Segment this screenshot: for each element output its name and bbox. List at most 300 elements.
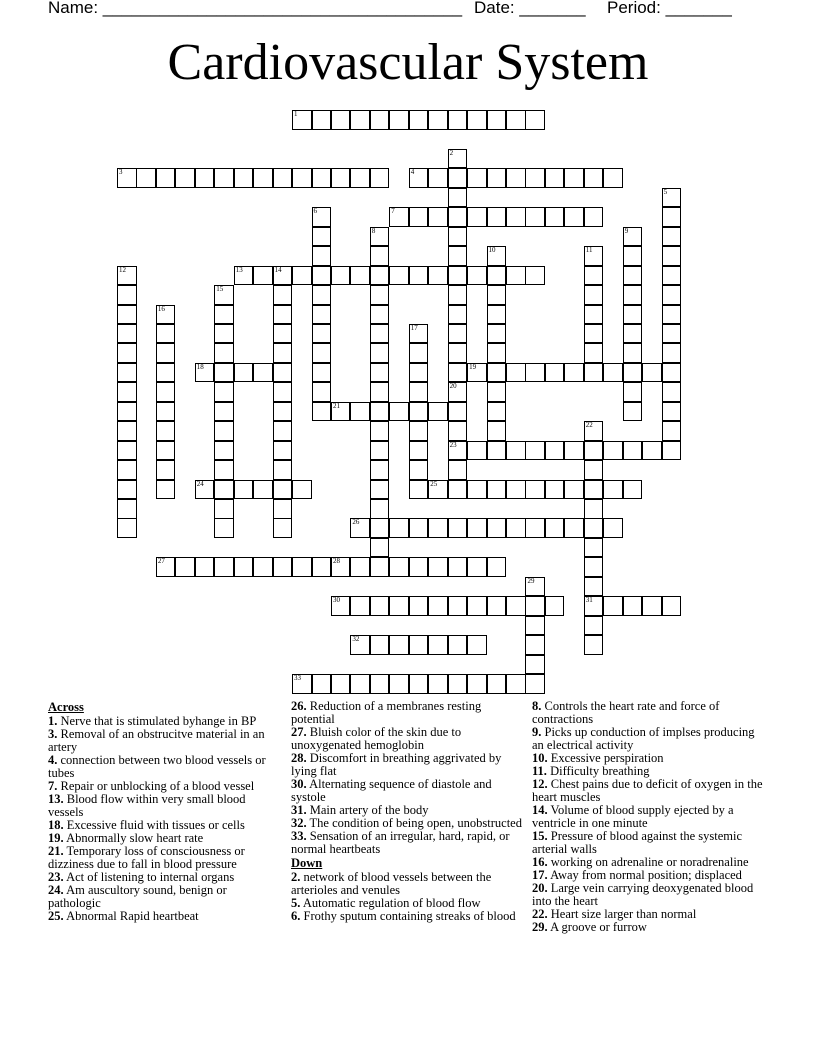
grid-cell[interactable] xyxy=(214,363,234,383)
grid-cell[interactable] xyxy=(292,557,312,577)
grid-cell[interactable] xyxy=(370,538,390,558)
grid-cell[interactable] xyxy=(214,402,234,422)
grid-cell[interactable] xyxy=(525,674,545,694)
grid-cell[interactable] xyxy=(214,382,234,402)
grid-cell[interactable] xyxy=(156,402,176,422)
grid-cell[interactable] xyxy=(506,674,526,694)
grid-cell[interactable] xyxy=(331,110,351,130)
grid-cell[interactable] xyxy=(603,596,623,616)
grid-cell[interactable] xyxy=(448,207,468,227)
grid-cell[interactable] xyxy=(234,266,254,286)
grid-cell[interactable] xyxy=(370,674,390,694)
grid-cell[interactable] xyxy=(506,266,526,286)
grid-cell[interactable] xyxy=(195,363,215,383)
grid-cell[interactable] xyxy=(448,246,468,266)
grid-cell[interactable] xyxy=(467,480,487,500)
grid-cell[interactable] xyxy=(584,557,604,577)
grid-cell[interactable] xyxy=(389,110,409,130)
grid-cell[interactable] xyxy=(312,557,332,577)
grid-cell[interactable] xyxy=(234,363,254,383)
grid-cell[interactable] xyxy=(117,343,137,363)
grid-cell[interactable] xyxy=(428,402,448,422)
grid-cell[interactable] xyxy=(564,518,584,538)
grid-cell[interactable] xyxy=(584,266,604,286)
grid-cell[interactable] xyxy=(370,168,390,188)
grid-cell[interactable] xyxy=(662,188,682,208)
grid-cell[interactable] xyxy=(662,596,682,616)
grid-cell[interactable] xyxy=(467,168,487,188)
grid-cell[interactable] xyxy=(312,305,332,325)
grid-cell[interactable] xyxy=(584,577,604,597)
grid-cell[interactable] xyxy=(603,480,623,500)
grid-cell[interactable] xyxy=(448,168,468,188)
grid-cell[interactable] xyxy=(253,168,273,188)
grid-cell[interactable] xyxy=(273,305,293,325)
grid-cell[interactable] xyxy=(623,227,643,247)
grid-cell[interactable] xyxy=(253,480,273,500)
grid-cell[interactable] xyxy=(487,557,507,577)
grid-cell[interactable] xyxy=(350,596,370,616)
grid-cell[interactable] xyxy=(234,480,254,500)
grid-cell[interactable] xyxy=(350,518,370,538)
grid-cell[interactable] xyxy=(331,266,351,286)
grid-cell[interactable] xyxy=(195,480,215,500)
grid-cell[interactable] xyxy=(448,343,468,363)
grid-cell[interactable] xyxy=(156,168,176,188)
grid-cell[interactable] xyxy=(428,168,448,188)
grid-cell[interactable] xyxy=(312,343,332,363)
grid-cell[interactable] xyxy=(506,596,526,616)
grid-cell[interactable] xyxy=(214,305,234,325)
grid-cell[interactable] xyxy=(370,499,390,519)
grid-cell[interactable] xyxy=(273,460,293,480)
grid-cell[interactable] xyxy=(370,363,390,383)
grid-cell[interactable] xyxy=(545,518,565,538)
grid-cell[interactable] xyxy=(467,635,487,655)
grid-cell[interactable] xyxy=(642,596,662,616)
grid-cell[interactable] xyxy=(409,110,429,130)
grid-cell[interactable] xyxy=(545,596,565,616)
grid-cell[interactable] xyxy=(564,363,584,383)
grid-cell[interactable] xyxy=(467,266,487,286)
grid-cell[interactable] xyxy=(448,402,468,422)
grid-cell[interactable] xyxy=(487,266,507,286)
grid-cell[interactable] xyxy=(428,207,448,227)
grid-cell[interactable] xyxy=(409,421,429,441)
grid-cell[interactable] xyxy=(487,518,507,538)
grid-cell[interactable] xyxy=(117,499,137,519)
grid-cell[interactable] xyxy=(448,227,468,247)
grid-cell[interactable] xyxy=(292,168,312,188)
grid-cell[interactable] xyxy=(409,266,429,286)
grid-cell[interactable] xyxy=(273,382,293,402)
grid-cell[interactable] xyxy=(448,441,468,461)
grid-cell[interactable] xyxy=(662,421,682,441)
grid-cell[interactable] xyxy=(448,557,468,577)
grid-cell[interactable] xyxy=(214,557,234,577)
grid-cell[interactable] xyxy=(312,324,332,344)
grid-cell[interactable] xyxy=(214,518,234,538)
grid-cell[interactable] xyxy=(448,421,468,441)
grid-cell[interactable] xyxy=(175,557,195,577)
grid-cell[interactable] xyxy=(545,363,565,383)
grid-cell[interactable] xyxy=(409,480,429,500)
grid-cell[interactable] xyxy=(156,324,176,344)
grid-cell[interactable] xyxy=(448,596,468,616)
grid-cell[interactable] xyxy=(117,266,137,286)
grid-cell[interactable] xyxy=(525,480,545,500)
grid-cell[interactable] xyxy=(487,207,507,227)
grid-cell[interactable] xyxy=(370,382,390,402)
grid-cell[interactable] xyxy=(525,616,545,636)
grid-cell[interactable] xyxy=(662,305,682,325)
grid-cell[interactable] xyxy=(448,285,468,305)
grid-cell[interactable] xyxy=(467,518,487,538)
grid-cell[interactable] xyxy=(584,285,604,305)
grid-cell[interactable] xyxy=(331,402,351,422)
grid-cell[interactable] xyxy=(350,674,370,694)
grid-cell[interactable] xyxy=(623,363,643,383)
grid-cell[interactable] xyxy=(545,207,565,227)
grid-cell[interactable] xyxy=(448,149,468,169)
grid-cell[interactable] xyxy=(487,110,507,130)
grid-cell[interactable] xyxy=(409,324,429,344)
grid-cell[interactable] xyxy=(370,441,390,461)
grid-cell[interactable] xyxy=(467,557,487,577)
grid-cell[interactable] xyxy=(623,324,643,344)
grid-cell[interactable] xyxy=(564,207,584,227)
grid-cell[interactable] xyxy=(117,285,137,305)
grid-cell[interactable] xyxy=(156,557,176,577)
grid-cell[interactable] xyxy=(525,518,545,538)
grid-cell[interactable] xyxy=(350,266,370,286)
grid-cell[interactable] xyxy=(506,480,526,500)
grid-cell[interactable] xyxy=(312,207,332,227)
grid-cell[interactable] xyxy=(584,596,604,616)
grid-cell[interactable] xyxy=(428,635,448,655)
grid-cell[interactable] xyxy=(428,674,448,694)
grid-cell[interactable] xyxy=(525,655,545,675)
grid-cell[interactable] xyxy=(428,518,448,538)
grid-cell[interactable] xyxy=(448,324,468,344)
grid-cell[interactable] xyxy=(253,266,273,286)
grid-cell[interactable] xyxy=(506,518,526,538)
grid-cell[interactable] xyxy=(662,246,682,266)
grid-cell[interactable] xyxy=(389,596,409,616)
grid-cell[interactable] xyxy=(584,168,604,188)
grid-cell[interactable] xyxy=(195,168,215,188)
grid-cell[interactable] xyxy=(428,557,448,577)
grid-cell[interactable] xyxy=(662,227,682,247)
grid-cell[interactable] xyxy=(584,480,604,500)
grid-cell[interactable] xyxy=(448,460,468,480)
grid-cell[interactable] xyxy=(487,421,507,441)
grid-cell[interactable] xyxy=(487,363,507,383)
grid-cell[interactable] xyxy=(331,674,351,694)
grid-cell[interactable] xyxy=(370,480,390,500)
grid-cell[interactable] xyxy=(312,168,332,188)
grid-cell[interactable] xyxy=(156,441,176,461)
grid-cell[interactable] xyxy=(662,363,682,383)
grid-cell[interactable] xyxy=(487,596,507,616)
grid-cell[interactable] xyxy=(662,266,682,286)
grid-cell[interactable] xyxy=(370,227,390,247)
grid-cell[interactable] xyxy=(525,110,545,130)
grid-cell[interactable] xyxy=(623,596,643,616)
grid-cell[interactable] xyxy=(117,402,137,422)
grid-cell[interactable] xyxy=(117,421,137,441)
grid-cell[interactable] xyxy=(273,363,293,383)
grid-cell[interactable] xyxy=(292,266,312,286)
grid-cell[interactable] xyxy=(156,421,176,441)
grid-cell[interactable] xyxy=(409,460,429,480)
grid-cell[interactable] xyxy=(312,382,332,402)
grid-cell[interactable] xyxy=(389,266,409,286)
grid-cell[interactable] xyxy=(448,266,468,286)
grid-cell[interactable] xyxy=(506,363,526,383)
grid-cell[interactable] xyxy=(312,246,332,266)
grid-cell[interactable] xyxy=(623,441,643,461)
grid-cell[interactable] xyxy=(156,343,176,363)
grid-cell[interactable] xyxy=(448,480,468,500)
grid-cell[interactable] xyxy=(136,168,156,188)
grid-cell[interactable] xyxy=(273,402,293,422)
grid-cell[interactable] xyxy=(370,460,390,480)
grid-cell[interactable] xyxy=(487,285,507,305)
grid-cell[interactable] xyxy=(370,246,390,266)
grid-cell[interactable] xyxy=(603,441,623,461)
grid-cell[interactable] xyxy=(564,480,584,500)
grid-cell[interactable] xyxy=(117,460,137,480)
grid-cell[interactable] xyxy=(584,538,604,558)
grid-cell[interactable] xyxy=(487,674,507,694)
grid-cell[interactable] xyxy=(273,518,293,538)
grid-cell[interactable] xyxy=(292,110,312,130)
grid-cell[interactable] xyxy=(448,363,468,383)
grid-cell[interactable] xyxy=(409,382,429,402)
grid-cell[interactable] xyxy=(428,266,448,286)
grid-cell[interactable] xyxy=(525,363,545,383)
grid-cell[interactable] xyxy=(389,518,409,538)
grid-cell[interactable] xyxy=(409,402,429,422)
grid-cell[interactable] xyxy=(117,168,137,188)
grid-cell[interactable] xyxy=(584,246,604,266)
grid-cell[interactable] xyxy=(603,168,623,188)
grid-cell[interactable] xyxy=(312,266,332,286)
grid-cell[interactable] xyxy=(331,168,351,188)
grid-cell[interactable] xyxy=(623,266,643,286)
grid-cell[interactable] xyxy=(409,343,429,363)
grid-cell[interactable] xyxy=(409,207,429,227)
grid-cell[interactable] xyxy=(350,110,370,130)
grid-cell[interactable] xyxy=(487,441,507,461)
grid-cell[interactable] xyxy=(117,324,137,344)
grid-cell[interactable] xyxy=(370,110,390,130)
grid-cell[interactable] xyxy=(409,557,429,577)
grid-cell[interactable] xyxy=(487,246,507,266)
grid-cell[interactable] xyxy=(253,363,273,383)
grid-cell[interactable] xyxy=(409,168,429,188)
grid-cell[interactable] xyxy=(623,402,643,422)
grid-cell[interactable] xyxy=(214,285,234,305)
grid-cell[interactable] xyxy=(312,402,332,422)
grid-cell[interactable] xyxy=(214,421,234,441)
grid-cell[interactable] xyxy=(156,480,176,500)
grid-cell[interactable] xyxy=(487,402,507,422)
grid-cell[interactable] xyxy=(487,168,507,188)
grid-cell[interactable] xyxy=(448,110,468,130)
grid-cell[interactable] xyxy=(312,285,332,305)
grid-cell[interactable] xyxy=(214,460,234,480)
grid-cell[interactable] xyxy=(234,557,254,577)
grid-cell[interactable] xyxy=(642,363,662,383)
grid-cell[interactable] xyxy=(409,441,429,461)
grid-cell[interactable] xyxy=(117,382,137,402)
grid-cell[interactable] xyxy=(487,480,507,500)
grid-cell[interactable] xyxy=(273,557,293,577)
grid-cell[interactable] xyxy=(448,305,468,325)
grid-cell[interactable] xyxy=(350,557,370,577)
grid-cell[interactable] xyxy=(156,382,176,402)
grid-cell[interactable] xyxy=(156,460,176,480)
grid-cell[interactable] xyxy=(525,635,545,655)
grid-cell[interactable] xyxy=(525,441,545,461)
grid-cell[interactable] xyxy=(331,557,351,577)
grid-cell[interactable] xyxy=(117,363,137,383)
grid-cell[interactable] xyxy=(370,305,390,325)
grid-cell[interactable] xyxy=(584,305,604,325)
grid-cell[interactable] xyxy=(487,382,507,402)
grid-cell[interactable] xyxy=(506,441,526,461)
grid-cell[interactable] xyxy=(273,343,293,363)
grid-cell[interactable] xyxy=(370,324,390,344)
grid-cell[interactable] xyxy=(545,480,565,500)
grid-cell[interactable] xyxy=(467,441,487,461)
grid-cell[interactable] xyxy=(448,382,468,402)
grid-cell[interactable] xyxy=(370,285,390,305)
grid-cell[interactable] xyxy=(428,110,448,130)
grid-cell[interactable] xyxy=(584,616,604,636)
grid-cell[interactable] xyxy=(370,343,390,363)
grid-cell[interactable] xyxy=(409,674,429,694)
grid-cell[interactable] xyxy=(662,441,682,461)
grid-cell[interactable] xyxy=(487,324,507,344)
grid-cell[interactable] xyxy=(584,518,604,538)
grid-cell[interactable] xyxy=(545,441,565,461)
grid-cell[interactable] xyxy=(312,674,332,694)
grid-cell[interactable] xyxy=(662,402,682,422)
grid-cell[interactable] xyxy=(448,635,468,655)
grid-cell[interactable] xyxy=(389,674,409,694)
grid-cell[interactable] xyxy=(603,518,623,538)
grid-cell[interactable] xyxy=(525,577,545,597)
grid-cell[interactable] xyxy=(584,363,604,383)
grid-cell[interactable] xyxy=(350,402,370,422)
grid-cell[interactable] xyxy=(584,460,604,480)
grid-cell[interactable] xyxy=(389,557,409,577)
grid-cell[interactable] xyxy=(467,110,487,130)
grid-cell[interactable] xyxy=(662,382,682,402)
grid-cell[interactable] xyxy=(370,266,390,286)
grid-cell[interactable] xyxy=(370,557,390,577)
grid-cell[interactable] xyxy=(584,635,604,655)
grid-cell[interactable] xyxy=(642,441,662,461)
grid-cell[interactable] xyxy=(273,441,293,461)
grid-cell[interactable] xyxy=(312,110,332,130)
grid-cell[interactable] xyxy=(156,305,176,325)
grid-cell[interactable] xyxy=(467,596,487,616)
grid-cell[interactable] xyxy=(662,343,682,363)
grid-cell[interactable] xyxy=(214,480,234,500)
grid-cell[interactable] xyxy=(525,266,545,286)
grid-cell[interactable] xyxy=(448,518,468,538)
grid-cell[interactable] xyxy=(370,596,390,616)
grid-cell[interactable] xyxy=(409,518,429,538)
grid-cell[interactable] xyxy=(273,324,293,344)
grid-cell[interactable] xyxy=(214,343,234,363)
grid-cell[interactable] xyxy=(584,421,604,441)
grid-cell[interactable] xyxy=(525,596,545,616)
grid-cell[interactable] xyxy=(662,324,682,344)
grid-cell[interactable] xyxy=(662,285,682,305)
grid-cell[interactable] xyxy=(487,343,507,363)
grid-cell[interactable] xyxy=(273,421,293,441)
grid-cell[interactable] xyxy=(525,207,545,227)
grid-cell[interactable] xyxy=(312,363,332,383)
grid-cell[interactable] xyxy=(564,168,584,188)
grid-cell[interactable] xyxy=(623,305,643,325)
grid-cell[interactable] xyxy=(117,480,137,500)
grid-cell[interactable] xyxy=(584,499,604,519)
grid-cell[interactable] xyxy=(273,480,293,500)
grid-cell[interactable] xyxy=(350,635,370,655)
grid-cell[interactable] xyxy=(175,168,195,188)
grid-cell[interactable] xyxy=(214,441,234,461)
grid-cell[interactable] xyxy=(195,557,215,577)
grid-cell[interactable] xyxy=(623,285,643,305)
grid-cell[interactable] xyxy=(292,674,312,694)
grid-cell[interactable] xyxy=(564,441,584,461)
grid-cell[interactable] xyxy=(273,266,293,286)
grid-cell[interactable] xyxy=(273,499,293,519)
grid-cell[interactable] xyxy=(253,557,273,577)
grid-cell[interactable] xyxy=(603,363,623,383)
grid-cell[interactable] xyxy=(370,635,390,655)
grid-cell[interactable] xyxy=(467,207,487,227)
grid-cell[interactable] xyxy=(409,635,429,655)
grid-cell[interactable] xyxy=(370,421,390,441)
grid-cell[interactable] xyxy=(525,168,545,188)
grid-cell[interactable] xyxy=(409,363,429,383)
grid-cell[interactable] xyxy=(623,382,643,402)
grid-cell[interactable] xyxy=(234,168,254,188)
grid-cell[interactable] xyxy=(506,110,526,130)
grid-cell[interactable] xyxy=(117,518,137,538)
grid-cell[interactable] xyxy=(389,635,409,655)
grid-cell[interactable] xyxy=(370,402,390,422)
grid-cell[interactable] xyxy=(623,246,643,266)
grid-cell[interactable] xyxy=(389,207,409,227)
grid-cell[interactable] xyxy=(214,499,234,519)
grid-cell[interactable] xyxy=(506,207,526,227)
grid-cell[interactable] xyxy=(584,324,604,344)
grid-cell[interactable] xyxy=(467,363,487,383)
grid-cell[interactable] xyxy=(584,343,604,363)
grid-cell[interactable] xyxy=(156,363,176,383)
grid-cell[interactable] xyxy=(584,441,604,461)
grid-cell[interactable] xyxy=(117,441,137,461)
grid-cell[interactable] xyxy=(214,168,234,188)
